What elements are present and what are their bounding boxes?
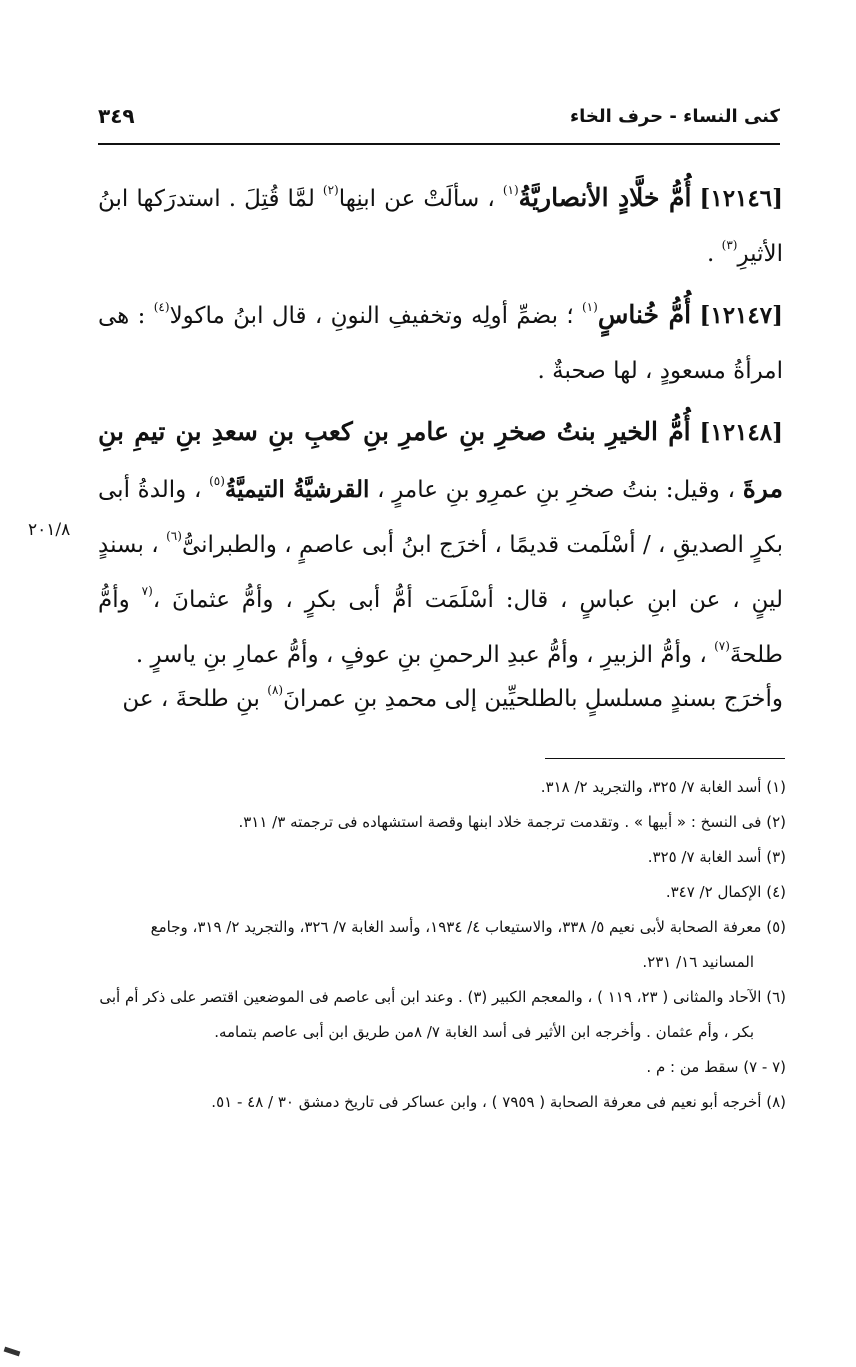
entry-text: ، سألَتْ عن ابنِها <box>338 186 495 212</box>
entry-text: ، والدةُ أبى بكرٍ الصديقِ ، / أسْلَمت قديمًا ، أخرَج ابنُ أبى عاصمٍ ، والطبرانىُّ <box>98 477 784 558</box>
margin-reference: ٢٠١/٨ <box>28 520 71 540</box>
footnote-ref: (٥) <box>209 474 225 488</box>
footnote-6: (٦) الآحاد والمثانى ( ٢٣، ١١٩ ) ، والمعجم الكبير (٣) . وعند ابن أبى عاصم فى الموضعين اقتصر على ذكر أم أبى بكر ، وأم عثمان . وأخرجه ابن الأثير فى أسد الغابة ٧/ ٨من طريق ابن أبى عاصم بتمامه. <box>99 988 786 1041</box>
entry-text: ، بسندٍ لينٍ ، عن ابنِ عباسٍ ، قال: أسْلَمَت أمُّ أبى بكرٍ ، وأمُّ عثمانَ ، <box>98 532 783 613</box>
footnote-ref: (٤) <box>153 300 170 314</box>
entry-12146 <box>98 170 783 282</box>
footnote-ref: (٦) <box>166 529 182 543</box>
entry-text: ؛ بضمِّ أولِه وتخفيفِ النونِ ، قال ابنُ ماكولا <box>169 303 574 329</box>
entry-number: [١٢١٤٧] <box>699 302 784 329</box>
entry-text: : هى امرأةُ مسعودٍ ، لها صحبةٌ . <box>98 303 783 384</box>
footnote-rule <box>545 758 785 759</box>
footnote-ref: (١) <box>581 300 598 314</box>
footnote-ref: (٨) <box>267 683 284 697</box>
footnote-ref: (٣) <box>721 238 738 252</box>
entry-text: لمَّا قُتِلَ . استدرَكها ابنُ الأثيرِ <box>98 186 783 267</box>
footnote-7: (٧ - ٧) سقط من : م . <box>646 1058 786 1076</box>
entry-text: وأخرَج بسندٍ مسلسلٍ بالطلحيِّين إلى محمدِ بنِ عمرانَ <box>283 686 783 712</box>
entry-number: [١٢١٤٨] <box>699 419 784 446</box>
footnote-5: (٥) معرفة الصحابة لأبى نعيم ٥/ ٣٣٨، والاستيعاب ٤/ ١٩٣٤، وأسد الغابة ٧/ ٣٢٦، والتجريد ٢/ ٣١٩، وجامع المسانيد ١٦/ ٢٣١. <box>150 918 786 971</box>
entry-nisba: القرشيَّةُ التيميَّةُ <box>224 476 370 503</box>
entry-name: أُمُّ الخيرِ بنتُ صخرِ بنِ عامرِ بنِ كعبِ بنِ سعدِ بنِ تيمِ بنِ مرةَ <box>98 417 783 503</box>
page-number: ٣٤٩ <box>98 104 135 128</box>
entry-12148 <box>98 404 783 683</box>
entry-name: أُمُّ خُناسٍ <box>597 300 692 329</box>
entry-text: ، وقيل: بنتُ صخرِ بنِ عمرِو بنِ عامرٍ ، <box>377 477 736 503</box>
entry-continuation <box>98 672 783 727</box>
footnote-ref: (٢) <box>322 183 339 197</box>
running-header <box>98 100 780 138</box>
entry-12147 <box>98 287 783 399</box>
scan-mark <box>4 1347 21 1357</box>
entry-text: وأمُّ طلحةَ <box>98 587 783 668</box>
footnote-4: (٤) الإكمال ٢/ ٣٤٧. <box>665 883 786 901</box>
footnote-8: (٨) أخرجه أبو نعيم فى معرفة الصحابة ( ٧٩٥٩ ) ، وابن عساكر فى تاريخ دمشق ٣٠ / ٤٨ - ٥١. <box>211 1093 786 1111</box>
footnote-1: (١) أسد الغابة ٧/ ٣٢٥، والتجريد ٢/ ٣١٨. <box>540 778 786 796</box>
footnotes <box>96 770 786 1120</box>
entry-name: أُمُّ خلَّادٍ الأنصاريَّةُ <box>518 183 692 212</box>
footnote-ref: (٧) <box>714 639 730 653</box>
entry-text: ، وأمُّ الزبيرِ ، وأمُّ عبدِ الرحمنِ بنِ عوفٍ ، وأمُّ عمارِ بنِ ياسرٍ . <box>135 642 707 668</box>
footnote-2: (٢) فى النسخ : « أبيها » . وتقدمت ترجمة خلاد ابنها وقصة استشهاده فى ترجمته ٣/ ٣١١. <box>238 813 786 831</box>
entry-number: [١٢١٤٦] <box>699 185 784 212</box>
header-rule <box>98 143 780 145</box>
entry-text: . <box>707 241 715 267</box>
footnote-3: (٣) أسد الغابة ٧/ ٣٢٥. <box>647 848 786 866</box>
running-header-title: كنى النساء - حرف الخاء <box>569 106 780 127</box>
footnote-ref: (١) <box>502 183 519 197</box>
footnote-ref: (٧ <box>141 584 153 598</box>
entry-text: بنِ طلحةَ ، عن <box>122 686 260 712</box>
